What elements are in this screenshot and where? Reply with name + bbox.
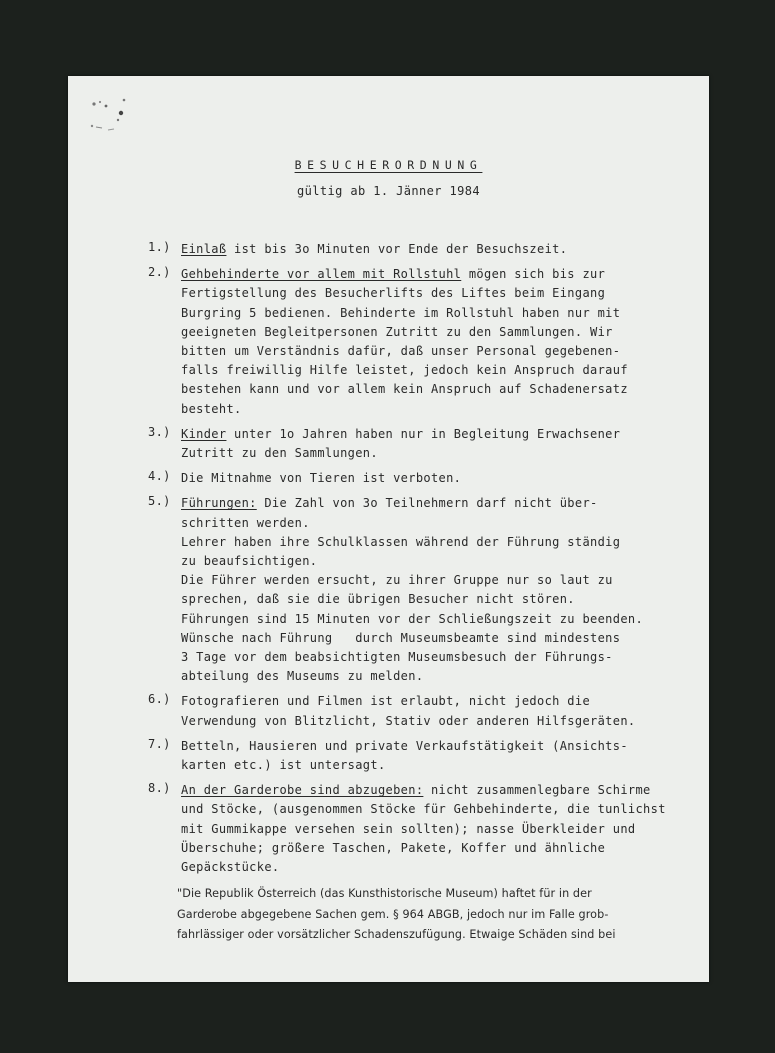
rule-item (148, 265, 708, 419)
rule-text-line: zu beaufsichtigen. (181, 554, 318, 569)
rule-item (148, 469, 708, 488)
note-text-line: "Die Republik Österreich (das Kunsthistorische Museum) haftet für in der (177, 887, 592, 900)
rule-text-line: bestehen kann und vor allem kein Anspruch auf Schadenersatz (181, 382, 628, 397)
rule-item (148, 494, 708, 686)
rule-number: 7.) (148, 736, 171, 751)
rule-text-line: Burgring 5 bedienen. Behinderte im Rollstuhl haben nur mit (181, 305, 621, 320)
rule-text-line: besteht. (181, 401, 242, 416)
rule-text-line (181, 469, 708, 488)
rule-text: Die Zahl von 3o Teilnehmern darf nicht über- (256, 496, 598, 511)
rule-heading: Führungen: (181, 496, 257, 511)
rule-text-line (181, 425, 708, 444)
rule-heading: Einlaß (181, 242, 227, 256)
rule-text-line: Die Führer werden ersucht, zu ihrer Gruppe nur so laut zu (181, 573, 613, 588)
rule-text-line: Führungen sind 15 Minuten vor der Schließungszeit zu beenden. (181, 611, 644, 626)
rule-number: 4.) (148, 469, 171, 484)
rule-number: 1.) (148, 240, 171, 254)
rule-text-line: schritten werden. (181, 515, 310, 530)
ink-smudge-mark (88, 96, 136, 136)
rule-text-line: abteilung des Museums zu melden. (181, 669, 424, 684)
rule-text: ist bis 3o Minuten vor Ende der Besuchszeit. (226, 242, 568, 256)
rule-text-line: falls freiwillig Hilfe leistet, jedoch kein Anspruch darauf (181, 363, 628, 378)
rule-text-line: Lehrer haben ihre Schulklassen während der Führung ständig (181, 534, 621, 549)
rule-text-line: und Stöcke, (ausgenommen Stöcke für Gehbehinderte, die tunlichst (181, 802, 666, 817)
rule-text-line: karten etc.) ist untersagt. (181, 758, 386, 773)
rule-item (148, 692, 708, 730)
rule-text-line: geeigneten Begleitpersonen Zutritt zu den Sammlungen. Wir (181, 324, 613, 339)
rule-text-line: Zutritt zu den Sammlungen. (181, 446, 378, 461)
rule-text-line: Verwendung von Blitzlicht, Stativ oder anderen Hilfsgeräten. (181, 713, 636, 728)
rule-text-line (181, 494, 708, 513)
rule-number: 2.) (148, 265, 171, 280)
liability-note (177, 884, 697, 946)
rule-text-line (181, 781, 708, 800)
rule-text: Betteln, Hausieren und private Verkaufstätigkeit (Ansichts- (181, 738, 628, 753)
rule-text: nicht zusammenlegbare Schirme (423, 783, 651, 798)
rule-number: 5.) (148, 494, 171, 509)
rule-item (148, 240, 708, 259)
rule-text-line: 3 Tage vor dem beabsichtigten Museumsbesuch der Führungs- (181, 650, 613, 665)
document-subtitle: gültig ab 1. Jänner 1984 (297, 184, 480, 198)
rules-list (148, 240, 708, 883)
rule-text-line: Überschuhe; größere Taschen, Pakete, Koffer und ähnliche (181, 840, 606, 855)
note-text-line: fahrlässiger oder vorsätzlicher Schadenszufügung. Etwaige Schäden sind bei (177, 928, 616, 941)
rule-text-line (181, 737, 708, 756)
rule-text-line: bitten um Verständnis dafür, daß unser Personal gegebenen- (181, 344, 621, 359)
rule-text-line: Wünsche nach Führung durch Museumsbeamte sind mindestens (181, 630, 621, 645)
rule-number: 3.) (148, 424, 171, 439)
rule-text-line (181, 240, 708, 259)
rule-text: unter 1o Jahren haben nur in Begleitung Erwachsener (226, 426, 621, 441)
rule-item (148, 737, 708, 775)
rule-item (148, 781, 708, 877)
rule-text-line: sprechen, daß sie die übrigen Besucher nicht stören. (181, 592, 575, 607)
rule-text-line (181, 692, 708, 711)
rule-text-line: Fertigstellung des Besucherlifts des Liftes beim Eingang (181, 286, 606, 301)
rule-number: 6.) (148, 692, 171, 707)
rule-text-line: Gepäckstücke. (181, 860, 280, 875)
rule-heading: An der Garderobe sind abzugeben: (181, 783, 424, 798)
document-page (68, 76, 709, 982)
rule-number: 8.) (148, 781, 171, 796)
rule-text-line (181, 265, 708, 284)
note-text-line: Garderobe abgegebene Sachen gem. § 964 ABGB, jedoch nur im Falle grob- (177, 907, 609, 921)
rule-heading: Kinder (181, 426, 227, 441)
rule-item (148, 425, 708, 463)
document-title: BESUCHERORDNUNG (294, 158, 483, 172)
rule-text: Fotografieren und Filmen ist erlaubt, nicht jedoch die (181, 694, 591, 709)
rule-text: Die Mitnahme von Tieren ist verboten. (181, 471, 462, 486)
rule-text: mögen sich bis zur (461, 267, 606, 282)
rule-text-line: mit Gummikappe versehen sein sollten); nasse Überkleider und (181, 821, 636, 836)
rule-heading: Gehbehinderte vor allem mit Rollstuhl (181, 267, 462, 282)
